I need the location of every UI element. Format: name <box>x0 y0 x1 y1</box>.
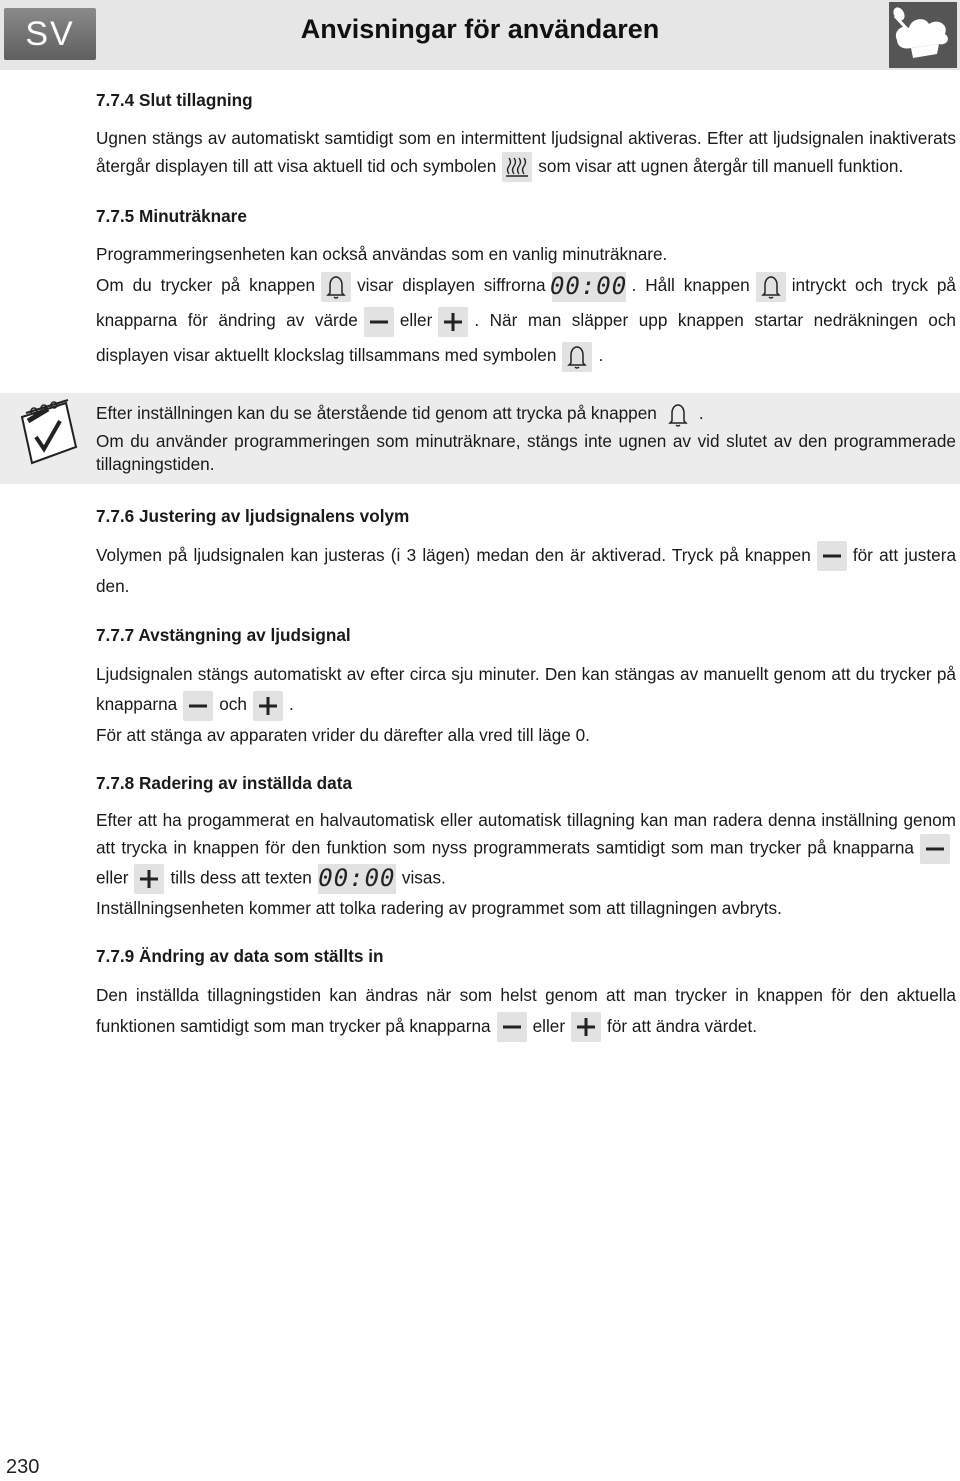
section-heading: 7.7.6 Justering av ljudsignalens volym <box>96 505 410 526</box>
notepad-icon <box>12 397 84 469</box>
section-heading: 7.7.4 Slut tillagning <box>96 90 253 110</box>
note-paragraph: Om du använder programmeringen som minuträknare, stängs inte ugnen av vid slutet av den programmerade tillagningstiden. <box>96 430 956 474</box>
section-minutraknare <box>96 202 956 373</box>
section-slut-tillagning <box>96 86 956 182</box>
bell-icon <box>562 342 592 372</box>
text: som visar att ugnen återgår till manuell funktion. <box>538 156 904 176</box>
page-number: 230 <box>6 1456 40 1478</box>
text: intryckt och tryck på knapparna för ändring av värde <box>96 275 956 331</box>
section-heading: 7.7.5 Minuträknare <box>96 206 247 227</box>
manual-mode-icon <box>502 152 532 182</box>
page-header <box>0 0 960 70</box>
text: eller <box>532 1015 566 1036</box>
plus-icon <box>571 1012 601 1042</box>
chef-hat-icon <box>889 2 957 68</box>
text: visar displayen siffrorna <box>357 275 546 296</box>
text: Ljudsignalen stängs automatiskt av efter circa sju minuter. Den kan stängas av manuellt genom att du trycker på knapparna <box>96 664 956 715</box>
text: Ugnen stängs av automatiskt samtidigt som en intermittent ljudsignal aktiveras. Efter att ljudsignalen inaktiverats återgår displayen till att visa aktuell tid och symbolen <box>96 128 956 176</box>
section-heading: 7.7.7 Avstängning av ljudsignal <box>96 625 351 646</box>
section-avstangning <box>96 621 956 748</box>
plus-icon <box>438 307 468 337</box>
bell-icon <box>756 272 786 302</box>
text: och <box>219 694 247 715</box>
text: för att justera den. <box>96 544 957 597</box>
section-radering <box>96 769 956 922</box>
note-box <box>0 393 960 483</box>
paragraph: Inställningsenheten kommer att tolka radering av programmet som att tillagningen avbryts. <box>96 897 782 918</box>
section-andring <box>96 942 956 1042</box>
paragraph: För att stänga av apparaten vrider du därefter alla vred till läge 0. <box>96 724 590 745</box>
section-volym <box>96 502 956 601</box>
paragraph <box>96 540 956 601</box>
page-content <box>96 86 956 1062</box>
text: . <box>598 345 604 366</box>
text: visas. <box>401 867 446 888</box>
bell-icon <box>321 272 351 302</box>
page-title: Anvisningar för användaren <box>300 14 660 44</box>
text: Volymen på ljudsignalen kan justeras (i 3 lägen) medan den är aktiverad. Tryck på knappen <box>96 544 811 565</box>
note-paragraph <box>96 399 956 429</box>
minus-icon <box>364 307 394 337</box>
paragraph: Programmeringsenheten kan också användas som en vanlig minuträknare. <box>96 244 668 265</box>
paragraph <box>96 980 956 1042</box>
section-heading: 7.7.8 Radering av inställda data <box>96 772 352 793</box>
text: Efter inställningen kan du se återstående tid genom att trycka på knappen <box>96 403 657 424</box>
language-code: SV <box>25 14 75 53</box>
bell-icon <box>663 400 693 430</box>
chef-logo <box>889 2 957 68</box>
text: eller <box>399 310 433 331</box>
text: . <box>288 694 294 715</box>
plus-icon <box>134 864 164 894</box>
minus-icon <box>497 1012 527 1042</box>
paragraph <box>96 807 956 894</box>
text: för att ändra värdet. <box>607 1015 758 1036</box>
text: Efter att ha progammerat en halvautomatisk eller automatisk tillagning kan man radera denna inställning genom att trycka in knappen för den funktion som nyss programmerats samtidigt som man trycker på knapparna <box>96 809 956 858</box>
text: Den inställda tillagningstiden kan ändras när som helst genom att man trycker in knappen för den aktuella funktionen samtidigt som man trycker på knapparna <box>96 984 956 1036</box>
minus-icon <box>183 691 213 721</box>
text: . När man släpper upp knappen startar nedräkningen och displayen visar aktuellt klockslag tillsammans med symbolen <box>96 310 956 366</box>
section-heading: 7.7.9 Ändring av data som ställts in <box>96 945 384 966</box>
paragraph <box>96 124 956 182</box>
text: . <box>698 403 704 424</box>
minus-icon <box>920 834 950 864</box>
text: Om du trycker på knappen <box>96 275 316 296</box>
minus-icon <box>817 541 847 571</box>
paragraph <box>96 659 956 720</box>
text: . Håll knappen <box>631 275 750 296</box>
plus-icon <box>253 691 283 721</box>
paragraph <box>96 268 956 373</box>
display-digits: 00:00 <box>549 272 628 301</box>
display-digits: 00:00 <box>318 864 396 893</box>
text: tills dess att texten <box>170 867 312 888</box>
text: eller <box>96 867 129 888</box>
